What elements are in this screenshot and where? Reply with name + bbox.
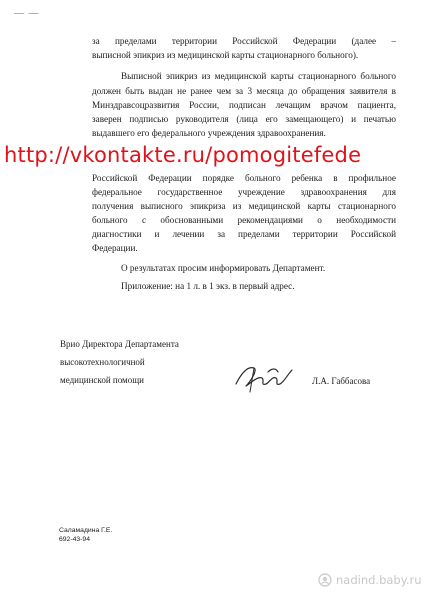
text-line: за пределами территории Российской Федерации (далее – (92, 36, 396, 46)
executor-name: Саламадина Г.Е. (59, 527, 113, 534)
handwritten-signature (232, 362, 302, 398)
page-corner-mark: — — (14, 8, 40, 19)
text-line: Федерации. (92, 243, 138, 253)
text-line: выдавшего его федерального учреждения здравоохранения. (92, 128, 326, 138)
signatory-position: медицинской помощи (60, 375, 144, 385)
text-line: федеральное государственное учреждение здравоохранения для (92, 187, 396, 197)
results-request-line: О результатах просим информировать Департамент. (121, 263, 326, 273)
signatory-name: Л.А. Габбасова (312, 376, 371, 386)
signatory-position: Врио Директора Департамента (60, 339, 179, 349)
signatory-position: высокотехнологичной (60, 357, 145, 367)
text-line: Российской Федерации порядке больного ребенка в профильное (92, 173, 396, 183)
text-line: больного с обоснованными рекомендациями о необходимости (92, 215, 396, 225)
executor-phone: 692-43-94 (59, 536, 90, 543)
text-line: заверен подписью руководителя (лица его замещающего) и печатью (92, 114, 396, 124)
baby-ru-logo-icon (318, 573, 332, 587)
text-line: диагностики и лечении за пределами территории Российской (92, 229, 396, 239)
watermark-text: nadind.baby.ru (336, 573, 422, 587)
watermark (318, 573, 422, 587)
url-stamp-overlay: http://vkontakte.ru/pomogitefede (4, 143, 362, 167)
text-line: Минздравсоцразвития России, подписан лечащим врачом пациента, (92, 100, 396, 110)
text-line: получения выписного эпикриза из медицинской карты стационарного (92, 201, 396, 211)
text-line: Выписной эпикриз из медицинской карты стационарного больного (121, 71, 396, 81)
text-line: выписной эпикриз из медицинской карты стационарного больного). (92, 50, 359, 60)
text-line: должен быть выдан не ранее чем за 3 месяца до обращения заявителя в (92, 86, 396, 96)
attachment-line: Приложение: на 1 л. в 1 экз. в первый адрес. (121, 281, 295, 291)
